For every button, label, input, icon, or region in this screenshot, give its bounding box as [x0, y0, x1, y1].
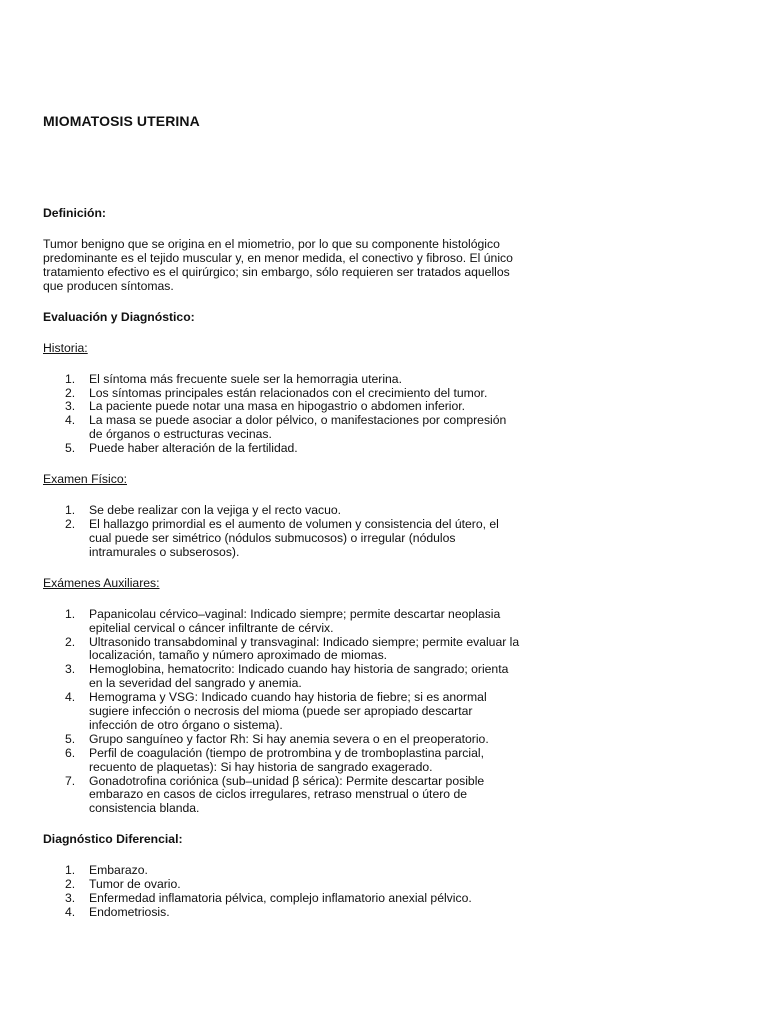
- document-body: [43, 207, 523, 920]
- list-text: Ultrasonido transabdominal y transvaginal: Indicado siempre; permite evaluar la localización, tamaño y número aproximado de miomas.: [89, 634, 520, 663]
- list-text: El síntoma más frecuente suele ser la hemorragia uterina.: [89, 371, 402, 386]
- list-item: [43, 636, 523, 664]
- list-text: Endometriosis.: [89, 905, 170, 919]
- examenes-auxiliares-list: [43, 608, 523, 817]
- list-number: 1.: [65, 606, 76, 621]
- list-item: [43, 747, 523, 775]
- list-text: La paciente puede notar una masa en hipogastrio o abdomen inferior.: [89, 399, 466, 414]
- list-text: Los síntomas principales están relacionados con el crecimiento del tumor.: [89, 385, 488, 400]
- list-number: 4.: [65, 690, 76, 705]
- list-item: [43, 892, 523, 906]
- list-text: Enfermedad inflamatoria pélvica, complejo inflamatorio anexial pélvico.: [89, 891, 472, 906]
- list-item: [43, 663, 523, 691]
- diagnostico-diferencial-list: [43, 864, 523, 920]
- document-title: MIOMATOSIS UTERINA: [43, 113, 200, 129]
- definicion-heading: Definición:: [43, 206, 106, 220]
- list-number: 1.: [65, 863, 76, 878]
- list-text: Hemoglobina, hematocrito: Indicado cuando hay historia de sangrado; orienta en la severidad del sangrado y anemia.: [89, 662, 509, 691]
- evaluacion-heading: Evaluación y Diagnóstico:: [43, 309, 195, 324]
- list-number: 2.: [65, 385, 76, 400]
- list-text: Tumor de ovario.: [89, 877, 181, 892]
- examen-fisico-heading: Examen Físico:: [43, 472, 127, 487]
- list-item: [43, 387, 523, 401]
- list-item: [43, 775, 523, 817]
- list-text: Hemograma y VSG: Indicado cuando hay historia de fiebre; si es anormal sugiere infección o necrosis del mioma (puede ser apropiado descartar infección de otro órgano o sistema).: [89, 690, 487, 732]
- list-item: [43, 373, 523, 387]
- list-number: 4.: [65, 413, 76, 428]
- list-number: 2.: [65, 877, 76, 892]
- list-number: 6.: [65, 745, 76, 760]
- list-number: 3.: [65, 399, 76, 414]
- list-item: [43, 906, 523, 920]
- list-number: 5.: [65, 441, 76, 456]
- list-text: Gonadotrofina coriónica (sub–unidad β sérica): Permite descartar posible embarazo en casos de ciclos irregulares, retraso menstrual o útero de consistencia blanda.: [89, 773, 485, 816]
- list-text: Grupo sanguíneo y factor Rh: Si hay anemia severa o en el preoperatorio.: [89, 731, 489, 746]
- list-item: [43, 733, 523, 747]
- definicion-text: Tumor benigno que se origina en el miometrio, por lo que su componente histológico predominante es el tejido muscular y, en menor medida, el conectivo y fibroso. El único tratamiento efectivo es el quirúrgico; sin embargo, sólo requieren ser tratados aquellos que producen síntomas.: [43, 237, 513, 293]
- list-number: 2.: [65, 516, 76, 531]
- list-number: 7.: [65, 773, 76, 788]
- list-item: [43, 864, 523, 878]
- list-item: [43, 414, 523, 442]
- list-text: Embarazo.: [89, 863, 148, 878]
- list-number: 2.: [65, 634, 76, 649]
- list-text: La masa se puede asociar a dolor pélvico, o manifestaciones por compresión de órganos o estructuras vecinas.: [89, 413, 507, 442]
- list-item: [43, 878, 523, 892]
- examenes-auxiliares-heading: Exámenes Auxiliares:: [43, 575, 160, 590]
- list-item: [43, 504, 523, 518]
- list-item: [43, 400, 523, 414]
- diagnostico-diferencial-heading: Diagnóstico Diferencial:: [43, 832, 183, 847]
- list-text: Papanicolau cérvico–vaginal: Indicado siempre; permite descartar neoplasia epitelial cervical o cáncer infiltrante de cérvix.: [89, 606, 501, 635]
- list-text: Perfil de coagulación (tiempo de protrombina y de tromboplastina parcial, recuento de plaquetas): Si hay historia de sangrado exagerado.: [89, 745, 484, 774]
- list-number: 3.: [65, 662, 76, 677]
- list-number: 1.: [65, 371, 76, 386]
- historia-list: [43, 373, 523, 456]
- list-item: [43, 442, 523, 456]
- list-text: Puede haber alteración de la fertilidad.: [89, 441, 298, 456]
- list-text: Se debe realizar con la vejiga y el recto vacuo.: [89, 503, 342, 518]
- examen-fisico-list: [43, 504, 523, 560]
- historia-heading: Historia:: [43, 340, 88, 355]
- list-number: 3.: [65, 891, 76, 906]
- list-number: 4.: [65, 905, 76, 919]
- list-item: [43, 518, 523, 560]
- list-item: [43, 691, 523, 733]
- list-number: 1.: [65, 503, 76, 518]
- list-number: 5.: [65, 731, 76, 746]
- list-text: El hallazgo primordial es el aumento de volumen y consistencia del útero, el cual puede ser simétrico (nódulos submucosos) o irregular (nódulos intramurales o subserosos).: [89, 516, 499, 559]
- list-item: [43, 608, 523, 636]
